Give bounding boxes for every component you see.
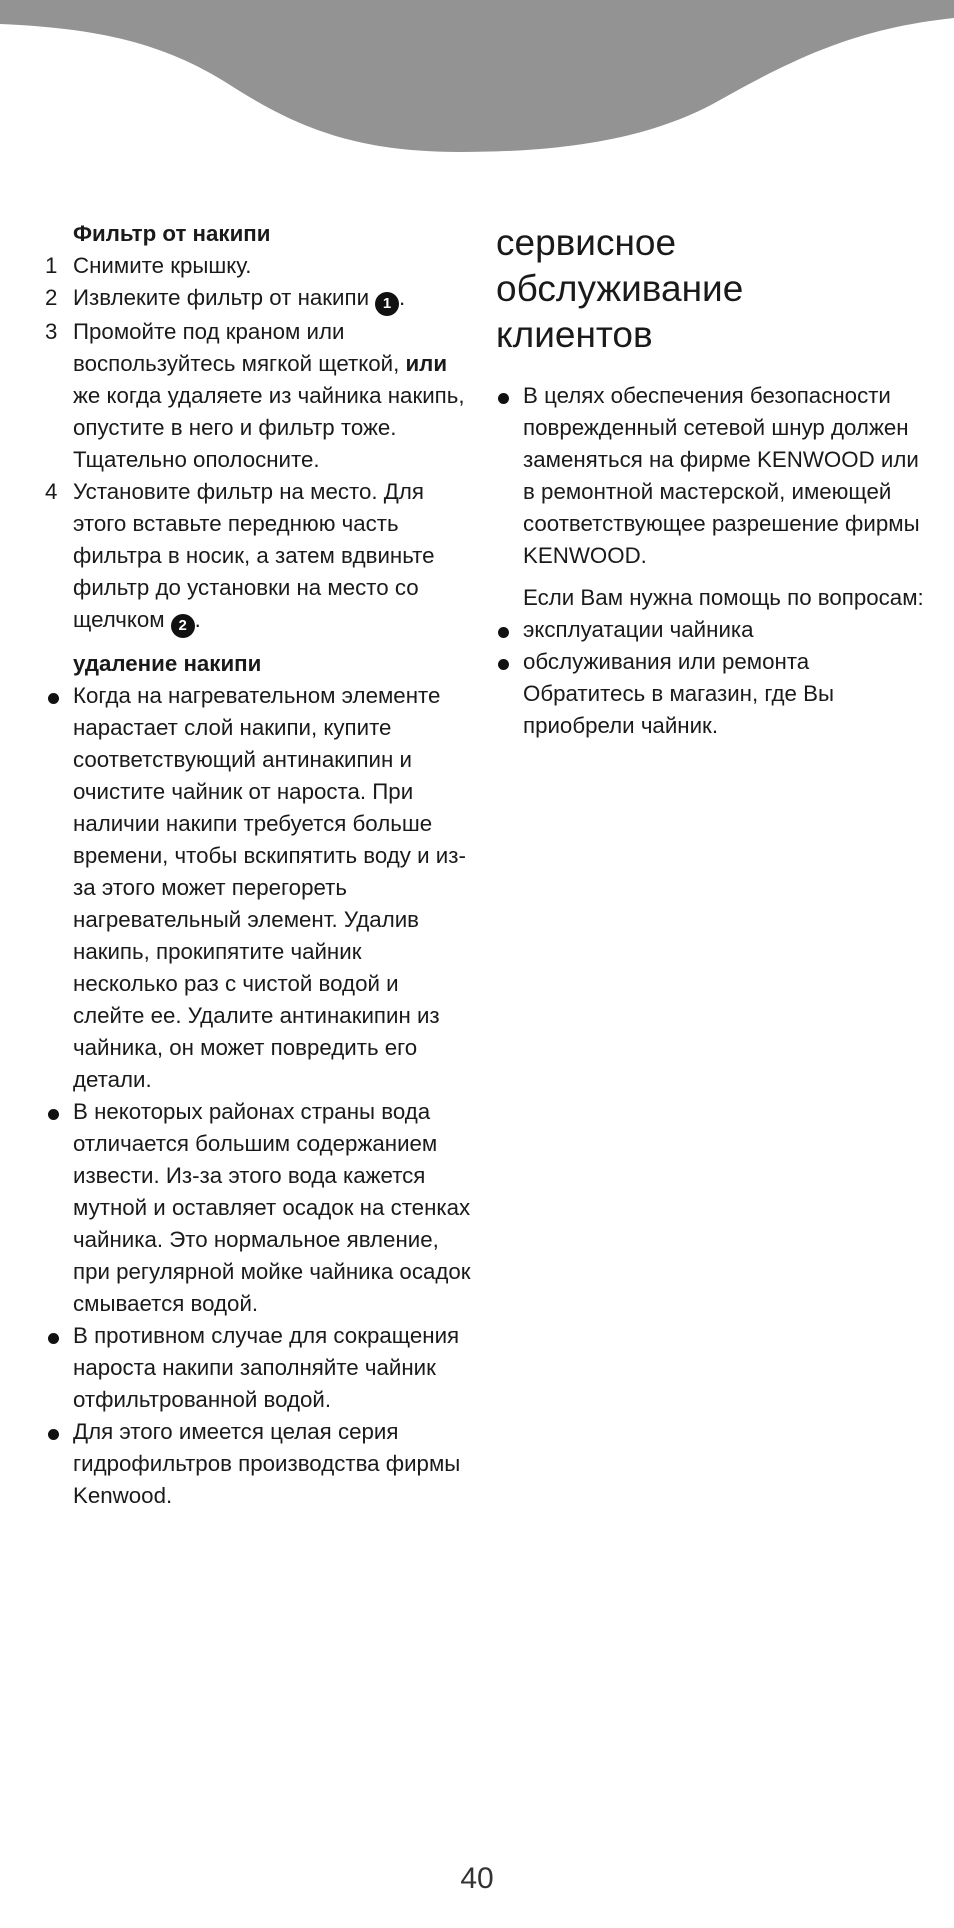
descale-bullet xyxy=(42,1320,472,1416)
step-number: 3 xyxy=(45,319,58,344)
step-suffix: . xyxy=(194,607,201,632)
step-3 xyxy=(42,316,472,476)
step-text: Установите фильтр на место. Для этого вставьте переднюю часть фильтра в носик, а затем вдвиньте фильтр до установки на место со щелчком xyxy=(73,479,435,632)
bullet-dot-icon xyxy=(48,1333,59,1344)
section-title xyxy=(496,220,932,358)
descale-bullet xyxy=(42,1416,472,1512)
help-intro: Если Вам нужна помощь по вопросам: xyxy=(523,585,924,610)
bullet-text: обслуживания или ремонта xyxy=(523,649,810,674)
step-suffix: . xyxy=(399,285,406,310)
bullet-text: В целях обеспечения безопасности поврежденный сетевой шнур должен заменяться на фирме KENWOOD или в ремонтной мастерской, имеющей соответствующее разрешение фирмы KENWOOD. xyxy=(523,383,920,568)
figure-callout-badge: 1 xyxy=(375,292,399,316)
filter-heading: Фильтр от накипи xyxy=(73,221,271,246)
safety-bullet xyxy=(492,380,932,572)
page-number: 40 xyxy=(460,1862,494,1895)
bullet-dot-icon xyxy=(498,659,509,670)
step-text-cont: же когда удаляете из чайника накипь, опустите в него и фильтр тоже. Тщательно ополосните. xyxy=(73,383,465,472)
title-line: обслуживание xyxy=(496,268,744,309)
step-number: 1 xyxy=(45,253,58,278)
bullet-text: эксплуатации чайника xyxy=(523,617,754,642)
bullet-dot-icon xyxy=(498,627,509,638)
step-text: Снимите крышку. xyxy=(73,253,252,278)
right-column xyxy=(492,220,932,742)
title-line: клиентов xyxy=(496,314,653,355)
step-bold-word: или xyxy=(405,351,448,376)
step-4 xyxy=(42,476,472,638)
contact-text: Обратитесь в магазин, где Вы приобрели чайник. xyxy=(523,681,834,738)
descale-bullet xyxy=(42,1096,472,1320)
step-1 xyxy=(42,250,472,282)
bullet-text: В противном случае для сокращения нароста накипи заполняйте чайник отфильтрованной водой. xyxy=(73,1323,460,1412)
figure-callout-badge: 2 xyxy=(171,614,195,638)
descale-bullet xyxy=(42,680,472,1096)
bullet-text: Для этого имеется целая серия гидрофильтров производства фирмы Kenwood. xyxy=(73,1419,461,1508)
bullet-dot-icon xyxy=(498,393,509,404)
step-text: Промойте под краном или воспользуйтесь мягкой щеткой, xyxy=(73,319,406,376)
left-column xyxy=(42,218,472,1512)
bullet-dot-icon xyxy=(48,1429,59,1440)
bullet-text: В некоторых районах страны вода отличается большим содержанием извести. Из-за этого вода кажется мутной и оставляет осадок на стенках чайника. Это нормальное явление, при регулярной мойке чайника осадок смывается водой. xyxy=(73,1099,471,1316)
title-line: сервисное xyxy=(496,222,677,263)
bullet-dot-icon xyxy=(48,693,59,704)
bullet-text: Когда на нагревательном элементе нарастает слой накипи, купите соответствующий антинакипин и очистите чайник от нароста. При наличии накипи требуется больше времени, чтобы вскипятить воду и из-за этого может перегореть нагревательный элемент. Удалив накипь, прокипятите чайник несколько раз с чистой водой и слейте ее. Удалите антинакипин из чайника, он может повредить его детали. xyxy=(73,683,466,1092)
step-text: Извлеките фильтр от накипи xyxy=(73,285,370,310)
step-number: 2 xyxy=(45,285,58,310)
header-decorative-band xyxy=(0,0,954,160)
step-2 xyxy=(42,282,472,316)
help-bullet xyxy=(492,614,932,646)
step-number: 4 xyxy=(45,479,58,504)
help-bullet xyxy=(492,646,932,678)
descale-heading: удаление накипи xyxy=(73,651,262,676)
bullet-dot-icon xyxy=(48,1109,59,1120)
